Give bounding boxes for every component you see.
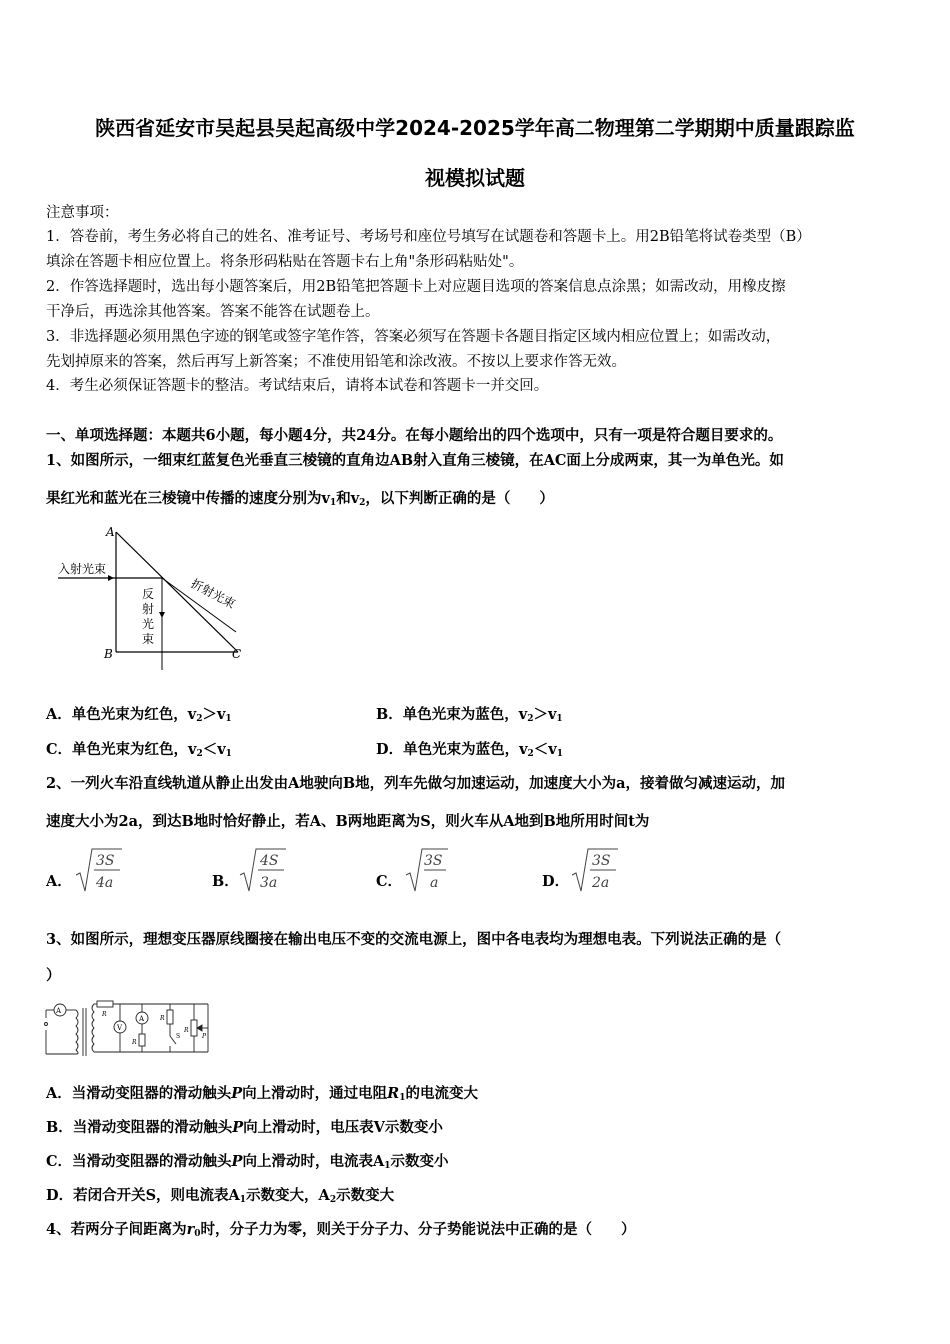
q2-option-d-formula: [570, 845, 620, 895]
q1-text-line1: 1、如图所示，一细束红蓝复色光垂直三棱镜的直角边AB射入直角三棱镜，在AC面上分成两束，其一为单色光。如: [46, 452, 784, 469]
resistor-r2-icon: [139, 1034, 145, 1046]
r1-label: R: [102, 1011, 107, 1018]
secondary-coil-icon: [92, 1004, 94, 1052]
q3-option-b[interactable]: B．当滑动变阻器的滑动触头P向上滑动时，电压表V示数变小: [46, 1119, 443, 1136]
q2-b-denominator: 3a: [260, 875, 278, 891]
reflected-label-4: 束: [142, 632, 155, 646]
terminal-icon: [45, 1023, 48, 1026]
q1-option-b[interactable]: B．单色光束为蓝色，$v_2>v_1$: [376, 706, 563, 724]
q3-option-d[interactable]: D．若闭合开关S，则电流表$A_1$示数变大，$A_2$示数变大: [46, 1187, 395, 1205]
slider-p-icon: [197, 1025, 202, 1031]
notice-heading: 注意事项：: [46, 205, 119, 221]
q1-option-d[interactable]: D．单色光束为蓝色，$v_2<v_1$: [376, 741, 563, 759]
q2-option-c-label[interactable]: C．: [376, 873, 403, 890]
notice-line-6: 先划掉原来的答案，然后再写上新答案；不准使用铅笔和涂改液。不按以上要求作答无效。: [46, 354, 626, 370]
incident-arrow-icon: [108, 575, 114, 581]
q2-option-a-formula: [74, 845, 124, 895]
incident-beam-label: 入射光束: [58, 562, 107, 576]
section-heading: 一、单项选择题：本题共6小题，每小题4分，共24分。在每小题给出的四个选项中，只有一项是符合题目要求的。: [46, 427, 783, 444]
rheostat-r-icon: [191, 1020, 197, 1036]
q1-option-c[interactable]: C．单色光束为红色，$v_2<v_1$: [46, 741, 232, 759]
q3-text-line1: 3、如图所示，理想变压器原线圈接在输出电压不变的交流电源上，图中各电表均为理想电表。下列说法正确的是（: [46, 931, 782, 948]
vertex-label-a: A: [106, 525, 115, 539]
r3-label: R: [160, 1015, 165, 1022]
q2-b-numerator: 4S: [260, 853, 279, 869]
reflected-label-1: 反: [142, 587, 155, 601]
notice-line-1: 1．答卷前，考生务必将自己的姓名、准考证号、考场号和座位号填写在试题卷和答题卡上。用2B铅笔将试卷类型（B）: [46, 229, 811, 245]
p-label: P: [202, 1033, 207, 1040]
q2-d-numerator: 3S: [592, 853, 611, 869]
vertex-label-b: B: [104, 647, 113, 661]
notice-line-4: 干净后，再选涂其他答案。答案不能答在试题卷上。: [46, 304, 380, 320]
ammeter-a1-label: A: [56, 1007, 62, 1015]
q2-c-denominator: a: [430, 875, 439, 891]
q2-d-denominator: 2a: [592, 875, 610, 891]
notice-line-3: 2．作答选择题时，选出每小题答案后，用2B铅笔把答题卡上对应题目选项的答案信息点涂黑；如需改动，用橡皮擦: [46, 279, 786, 295]
r2-label: R: [132, 1039, 137, 1046]
q2-option-d-label[interactable]: D．: [542, 873, 570, 890]
reflected-label-2: 射: [142, 602, 155, 616]
q3-text-line2: ）: [46, 967, 61, 984]
q1-text-line2: 果红光和蓝光在三棱镜中传播的速度分别为$v_1$和$v_2$，以下判断正确的是（ ）: [46, 490, 554, 508]
voltmeter-label: V: [117, 1024, 123, 1032]
notice-line-7: 4．考生必须保证答题卡的整洁。考试结束后，请将本试卷和答题卡一并交回。: [46, 378, 549, 394]
q2-option-a-label[interactable]: A．: [46, 873, 72, 890]
prism-figure: [50, 520, 260, 670]
q2-option-b-formula: [238, 845, 288, 895]
q2-c-numerator: 3S: [424, 853, 443, 869]
transformer-circuit-figure: [42, 994, 212, 1060]
ammeter-a2-label: A: [139, 1015, 145, 1023]
notice-line-5: 3．非选择题必须用黑色字迹的钢笔或签字笔作答，答案必须写在答题卡各题目指定区域内相应位置上；如需改动，: [46, 329, 781, 345]
q4-text: 4、若两分子间距离为$r_0$时，分子力为零，则关于分子力、分子势能说法中正确的是（ ）: [46, 1221, 636, 1239]
q1-option-a[interactable]: A．单色光束为红色，$v_2>v_1$: [46, 706, 232, 724]
r-label: R: [184, 1027, 189, 1034]
q2-option-b-label[interactable]: B．: [212, 873, 239, 890]
exam-title-line1: 陕西省延安市吴起县吴起高级中学2024-2025学年高二物理第二学期期中质量跟踪监: [95, 116, 855, 140]
s-label: S: [176, 1033, 181, 1040]
vertex-label-c: C: [232, 647, 242, 661]
primary-coil-icon: [76, 1010, 78, 1054]
q3-option-a[interactable]: A．当滑动变阻器的滑动触头P向上滑动时，通过电阻$R_1$的电流变大: [46, 1085, 478, 1103]
resistor-r1-icon: [97, 1001, 113, 1007]
q2-text-line2: 速度大小为2a，到达B地时恰好静止，若A、B两地距离为S，则火车从A地到B地所用时间t为: [46, 813, 650, 830]
q2-a-numerator: 3S: [96, 853, 115, 869]
refracted-beam-label: 折射光束: [188, 576, 238, 612]
exam-title-line2: 视模拟试题: [425, 166, 525, 190]
resistor-r3-icon: [167, 1010, 173, 1024]
reflected-label-3: 光: [142, 617, 155, 631]
q2-option-c-formula: [404, 845, 454, 895]
q2-a-denominator: 4a: [96, 875, 114, 891]
q3-option-c[interactable]: C．当滑动变阻器的滑动触头P向上滑动时，电流表$A_1$示数变小: [46, 1153, 449, 1171]
q2-text-line1: 2、一列火车沿直线轨道从静止出发由A地驶向B地，列车先做匀加速运动，加速度大小为a，接着做匀减速运动，加: [46, 775, 785, 792]
reflected-arrow-icon: [159, 612, 165, 618]
notice-line-2: 填涂在答题卡相应位置上。将条形码粘贴在答题卡右上角"条形码粘贴处"。: [46, 254, 524, 270]
